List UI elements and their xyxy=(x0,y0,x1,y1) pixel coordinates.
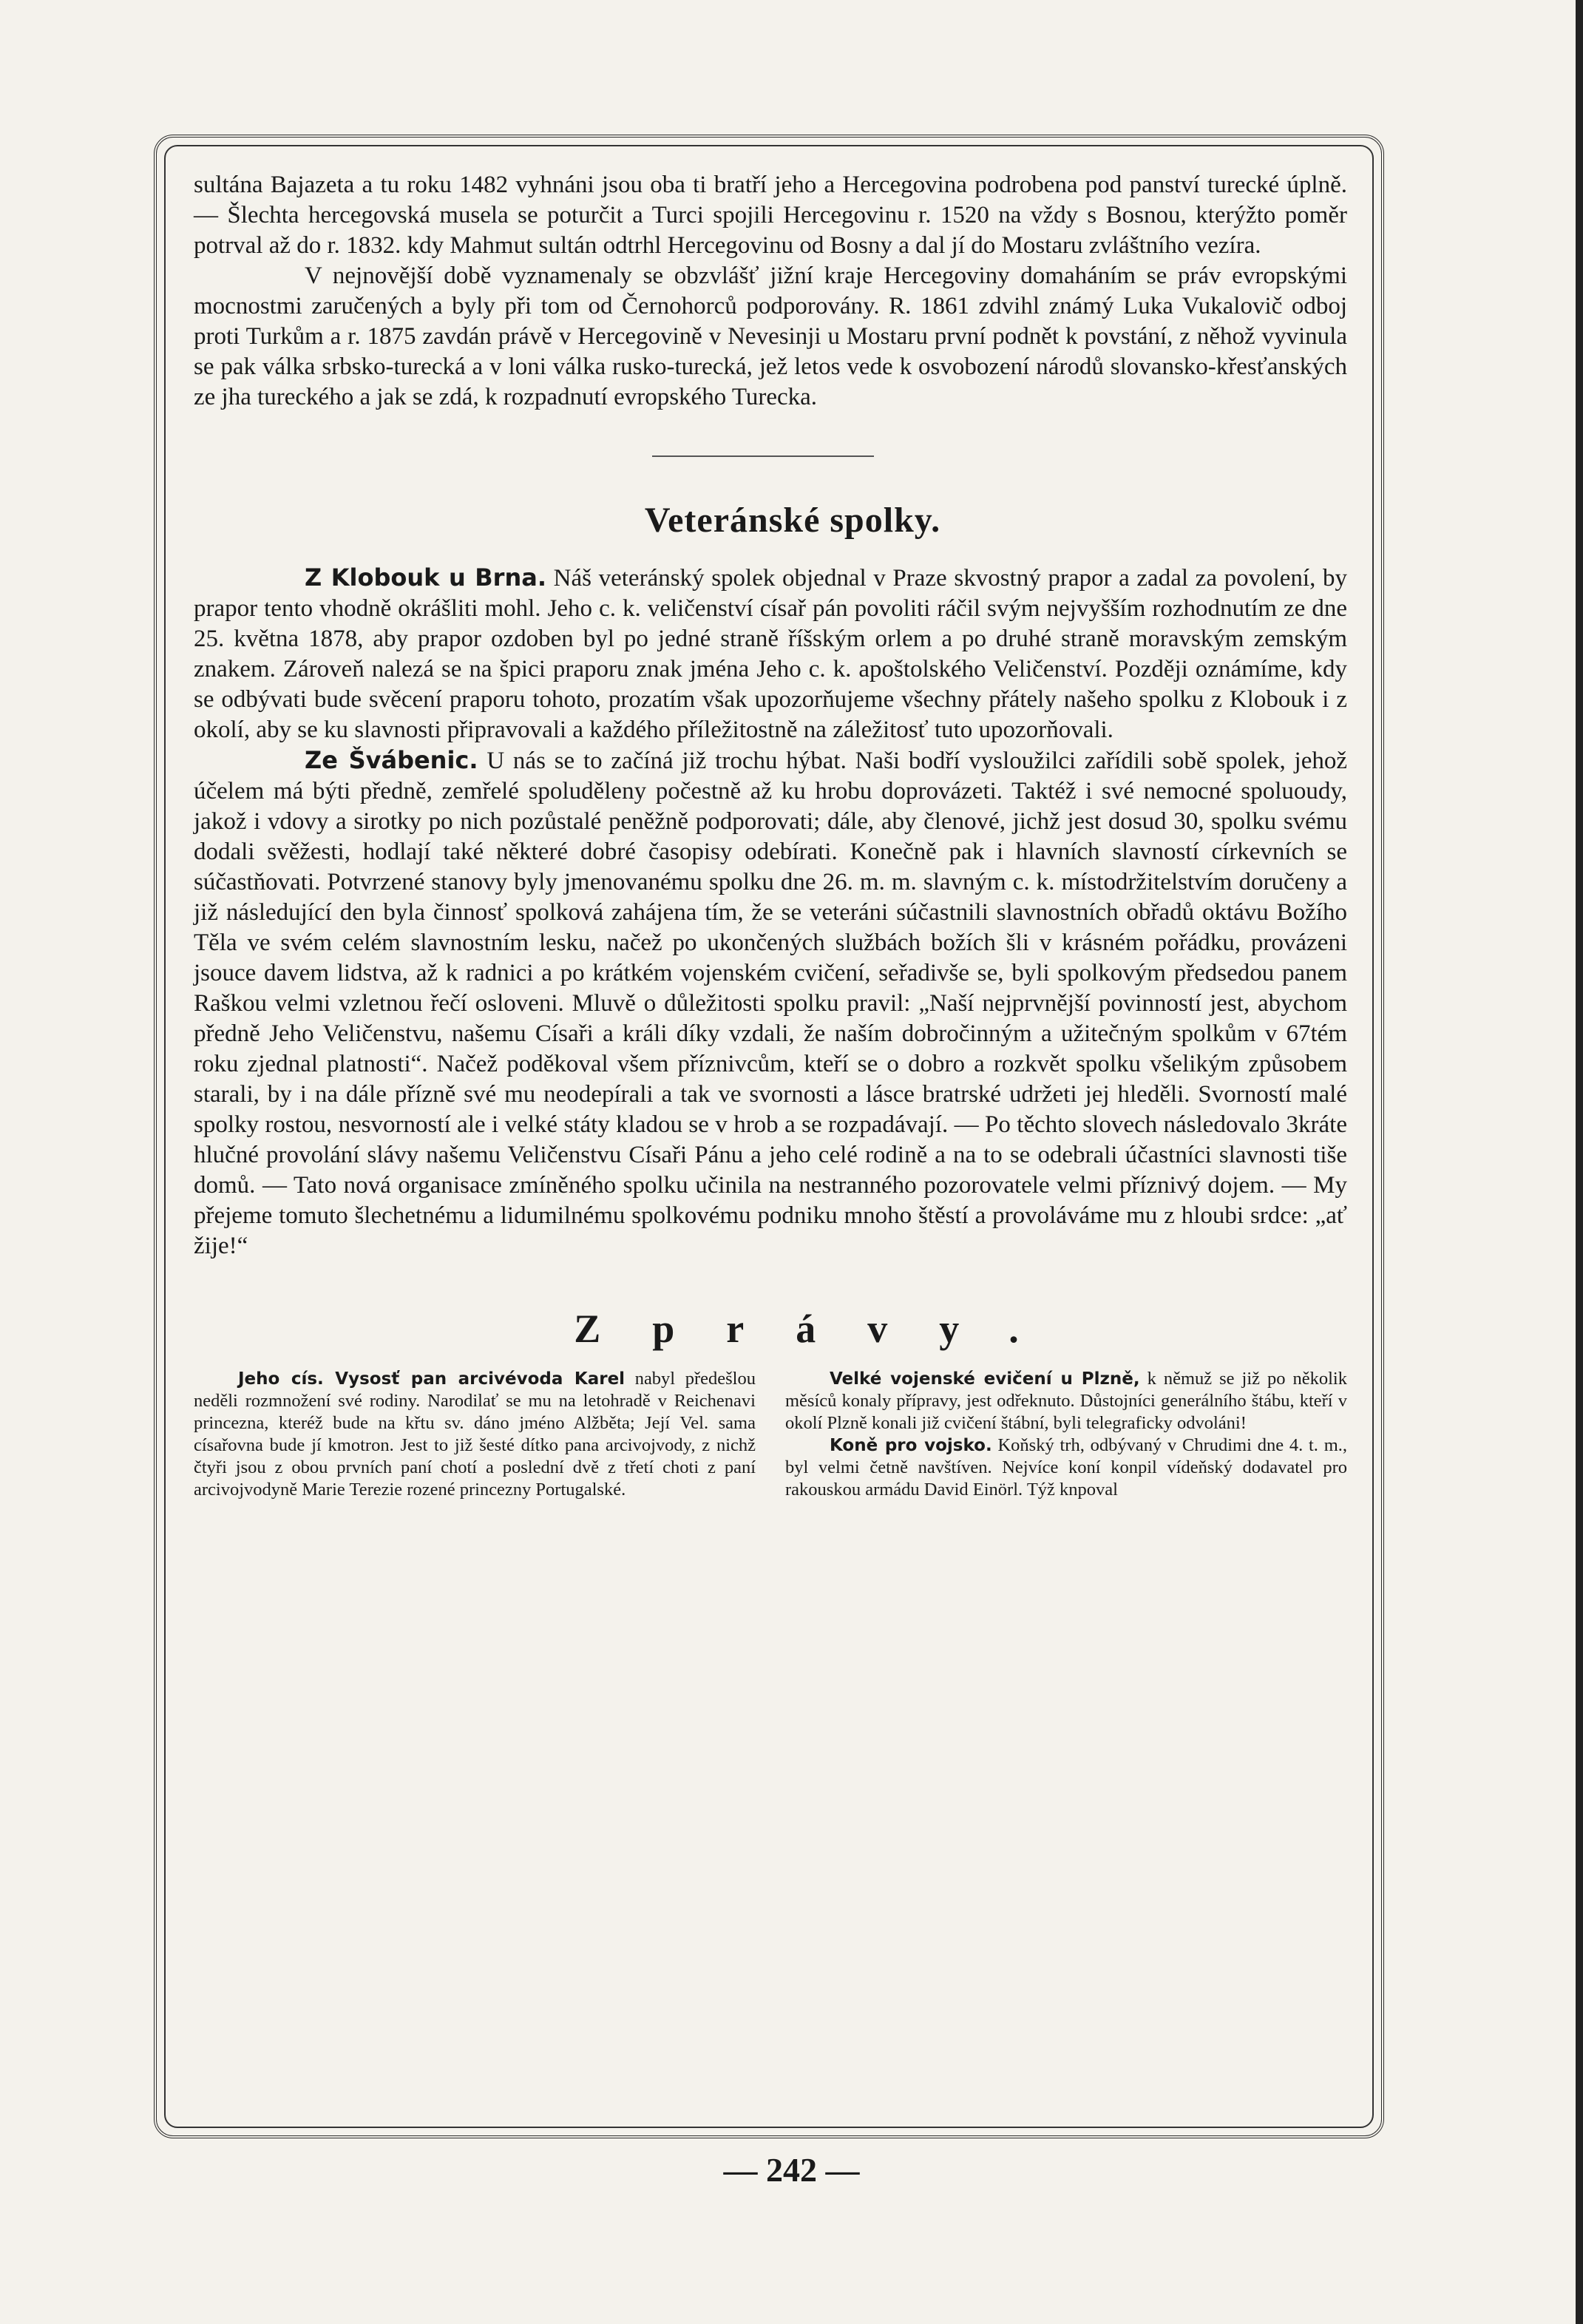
news-column-left xyxy=(194,1368,756,1501)
news-text: nabyl předešlou neděli rozmnožení své rodiny. Narodilať se mu na letohradě v Reichenavi princezna, kteréž bude na křtu sv. dáno jméno Alžběta; Její Vel. sama císařovna bude jí kmotron. Jest to již šesté dítko pana arcivojvody, z nichž čtyři jsou z obou prvních paní chotí a poslední dvě z třetí choti z paní arcivojvodyně Marie Terezie rozené princezny Portugalské. xyxy=(194,1369,756,1500)
section-title: Veteránské spolky. xyxy=(644,501,941,540)
section-divider xyxy=(652,455,874,457)
news-columns xyxy=(194,1368,1347,1501)
veteran-article-svabenice xyxy=(194,745,1347,1261)
article-text: U nás se to začíná již trochu hýbat. Naši bodří vysloužilci zařídili sobě spolek, jehož účelem má býti předně, zemřelé spoluděleny počestně až ku hrobu doprovázeti. Taktéž i své nemocné spoluoudy, jakož i vdovy a sirotky po nich pozůstalé peněžně podporovati; dále, aby členové, jichž jest dosud 30, spolku svému dodali svěžesti, hodlají také některé dobré časopisy odebírati. Konečně pak i hlavních slavností církevních se súčastňovati. Potvrzené stanovy byly jmenovanému spolku dne 26. m. m. slavným c. k. místodržitelstvím doručeny a již následující den byla činnosť spolková zahájena tím, že se veteráni súčastnili slavnostních obřadů oktávu Božího Těla ve svém celém slavnostním lesku, načež po ukončených službách božích šli v krásném pořádku, provázeni jsouce davem lidstva, až k radnici a po krátkém vojenském cvičení, seřadivše se, byli spolkovým předsedou panem Raškou velmi vzletnou řečí osloveni. Mluvě o důležitosti spolku pravil: „Naší nejprvnější povinností jest, abychom předně Jeho Veličenstvu, našemu Císaři a králi díky vzdali, že naším dobročinným a užitečným spolkům v 67tém roku zjednal platnosti“. Načež poděkoval všem příznivcům, kteří se o dobro a rozkvět spolku všelikým způsobem starali, by i na dále přízně své mu neodepírali a tak ve svornosti a lásce bratrské udržeti jej hleděli. Svorností malé spolky rostou, nesvorností ale i velké státy kladou se v hrob a se rozpadávají. — Po těchto slovech následovalo 3kráte hlučné provolání slávy našemu Veličenstvu Císaři Pánu a jeho celé rodině a na to se odebrali účastníci slavnosti tiše domů. — Tato nová organisace zmíněného spolku učinila na nestranného pozorovatele velmi příznivý dojem. — My přejeme tomuto šlechetnému a lidumilnému spolkovému podniku mnoho štěstí a provoláváme mu z hloubi srdce: „ať žije!“ xyxy=(194,748,1347,1259)
news-title: Zprávy. xyxy=(574,1307,1071,1351)
page-content xyxy=(194,170,1347,1501)
veteran-article-klobouky xyxy=(194,563,1347,745)
article-text: Náš veteránský spolek objednal v Praze skvostný prapor a zadal za povolení, by prapor tento vhodně okrášliti mohl. Jeho c. k. veličenství císař pán povoliti ráčil svým nejvyšším rozhodnutím ze dne 25. května 1878, aby prapor ozdoben byl po jedné straně říšským orlem a po druhé straně moravským zemským znakem. Zároveň nalezá se na špici praporu znak jména Jeho c. k. apoštolského Veličenství. Později oznámíme, kdy se odbývati bude svěcení praporu tohoto, prozatím však upozorňujeme všechny přátely našeho spolku z Klobouk i z okolí, aby se ku slavnosti připravovali a každého příležitostně na záležitosť tuto upozorňovali. xyxy=(194,565,1347,743)
article-lead: Ze Švábenic. xyxy=(305,746,478,774)
news-item xyxy=(785,1368,1347,1434)
news-lead: Koně pro vojsko. xyxy=(830,1436,992,1455)
binding-edge xyxy=(1576,0,1583,2324)
news-lead: Jeho cís. Vysosť pan arcivévoda Karel xyxy=(238,1369,626,1389)
news-lead: Velké vojenské evičení u Plzně, xyxy=(830,1369,1140,1389)
news-column-right xyxy=(785,1368,1347,1501)
news-item xyxy=(785,1434,1347,1501)
intro-paragraph-2: V nejnovější době vyznamenaly se obzvlášť jižní kraje Hercegoviny domaháním se práv evropskými mocnostmi zaručených a byly při tom od Černohorců podporovány. R. 1861 zdvihl známý Luka Vukalovič odboj proti Turkům a r. 1875 zavdán právě v Hercegovině v Nevesinji u Mostaru první podnět k povstání, z něhož vyvinula se pak válka srbsko-turecká a v loni válka rusko-turecká, jež letos vede k osvobození národů slovansko-křesťanských ze jha tureckého a jak se zdá, k rozpadnutí evropského Turecka. xyxy=(194,262,1347,410)
article-lead: Z Klobouk u Brna. xyxy=(305,563,546,592)
news-item xyxy=(194,1368,756,1501)
news-text: k němuž se již po několik měsíců konaly přípravy, jest odřeknuto. Důstojníci generálního štábu, kteří v okolí Plzně konali již cvičení štábní, byli telegraficky odvoláni! xyxy=(785,1369,1347,1433)
news-text: Koňský trh, odbývaný v Chrudimi dne 4. t. m., byl velmi četně navštíven. Nejvíce koní konpil vídeňský dodavatel pro rakouskou armádu David Einörl. Týž knpoval xyxy=(785,1435,1347,1500)
intro-paragraph-1: sultána Bajazeta a tu roku 1482 vyhnáni jsou oba ti bratří jeho a Hercegovina podrobena pod panství turecké úplně. — Šlechta hercegovská musela se poturčit a Turci spojili Hercegovinu r. 1520 na vždy s Bosnou, kterýžto poměr potrval až do r. 1832. kdy Mahmut sultán odtrhl Hercegovinu od Bosny a dal jí do Mostaru zvláštního vezíra. xyxy=(194,172,1347,259)
page-number: — 242 — xyxy=(723,2151,860,2189)
